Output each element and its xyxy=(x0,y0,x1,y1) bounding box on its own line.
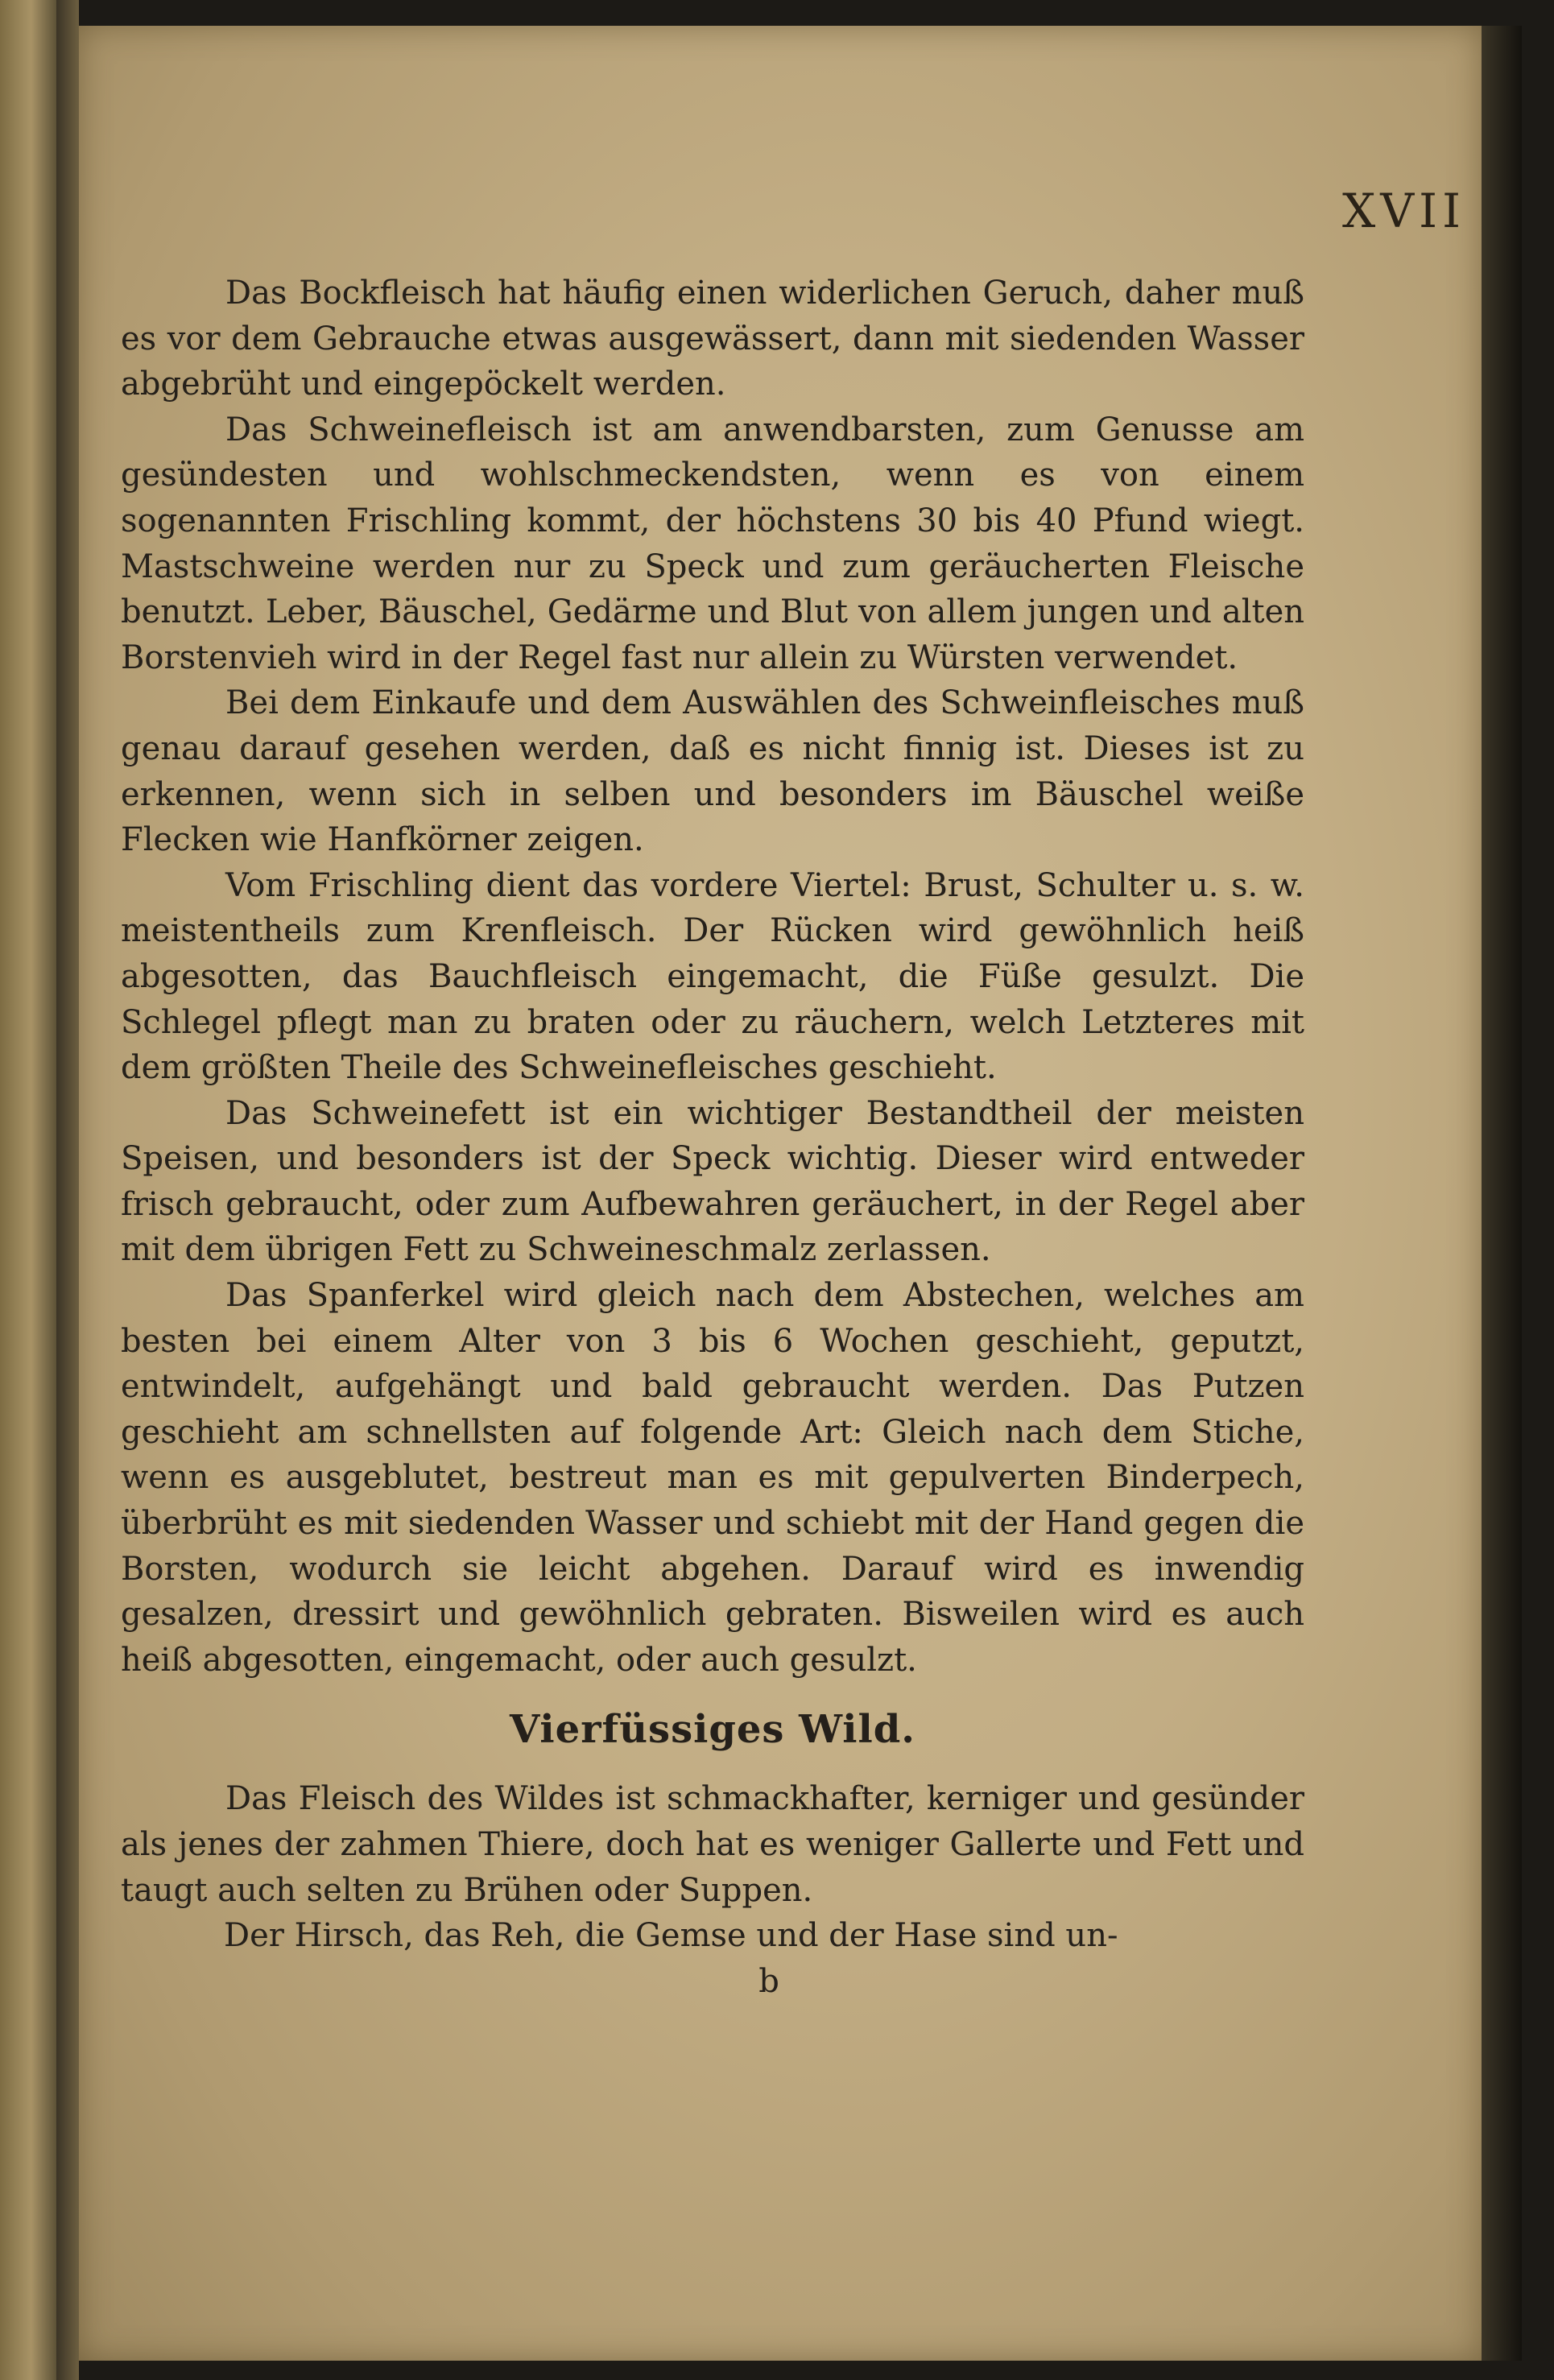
signature-mark: b xyxy=(758,1962,779,2000)
page-right-edge xyxy=(1482,26,1522,2361)
paragraph-hirsch: Der Hirsch, das Reh, die Gemse und der Hase sind un- xyxy=(224,1917,1118,1955)
paragraph-schweinefleisch: Das Schweinefleisch ist am anwendbarsten, zum Genusse am gesündesten und wohlschmeckendsten, wenn es von einem sogenannten Frischling kommt, der höchstens 30 bis 40 Pfund wiegt. Mastschweine werden nur zu Speck und zum geräucherten Fleische benutzt. Leber, Bäuschel, Gedärme und Blut von allem jungen und alten Borstenvieh wird in der Regel fast nur allein zu Würsten verwendet. xyxy=(121,411,1304,676)
previous-page-edge xyxy=(0,0,56,2380)
paragraph-bockfleisch: Das Bockfleisch hat häufig einen widerlichen Geruch, daher muß es vor dem Gebrauche etwas ausgewässert, dann mit siedenden Wasser abgebrüht und eingepöckelt werden. xyxy=(121,275,1304,403)
paragraph-schweinefett: Das Schweinefett ist ein wichtiger Bestandtheil der meisten Speisen, und besonders ist der Speck wichtig. Dieser wird entweder frisch gebraucht, oder zum Aufbewahren geräuchert, in der Regel aber mit dem übrigen Fett zu Schweineschmalz zerlassen. xyxy=(121,1094,1304,1269)
paragraph-frischling: Vom Frischling dient das vordere Viertel: Brust, Schulter u. s. w. meistentheils zum Krenfleisch. Der Rücken wird gewöhnlich heiß abgesotten, das Bauchfleisch eingemacht, die Füße gesulzt. Die Schlegel pflegt man zu braten oder zu räuchern, welch Letzteres mit dem größten Theile des Schweinefleisches geschieht. xyxy=(121,866,1304,1087)
paragraph-wild: Das Fleisch des Wildes ist schmackhafter, kerniger und gesünder als jenes der zahmen Thiere, doch hat es weniger Gallerte und Fett und taugt auch selten zu Brühen oder Suppen. xyxy=(121,1780,1304,1909)
paragraph-spanferkel: Das Spanferkel wird gleich nach dem Abstechen, welches am besten bei einem Alter von 3 bis 6 Wochen geschieht, geputzt, entwindelt, aufgehängt und bald gebraucht werden. Das Putzen geschieht am schnellsten auf folgende Art: Gleich nach dem Stiche, wenn es ausgeblutet, bestreut man es mit gepulverten Binderpech, überbrüht es mit siedenden Wasser und schiebt mit der Hand gegen die Borsten, wodurch sie leicht abgehen. Darauf wird es inwendig gesalzen, dressirt und gewöhnlich gebraten. Bisweilen wird es auch heiß abgesotten, eingemacht, oder auch gesulzt. xyxy=(121,1277,1304,1679)
book-gutter xyxy=(56,0,79,2380)
page-number: XVII xyxy=(1342,184,1465,238)
paragraph-einkauf: Bei dem Einkaufe und dem Auswählen des Schweinfleisches muß genau darauf gesehen werden, daß es nicht finnig ist. Dieses ist zu erkennen, wenn sich in selben und besonders im Bäuschel weiße Flecken wie Hanfkörner zeigen. xyxy=(121,684,1304,859)
section-heading: Vierfüssiges Wild. xyxy=(510,1707,915,1753)
page-text xyxy=(121,271,1304,2004)
